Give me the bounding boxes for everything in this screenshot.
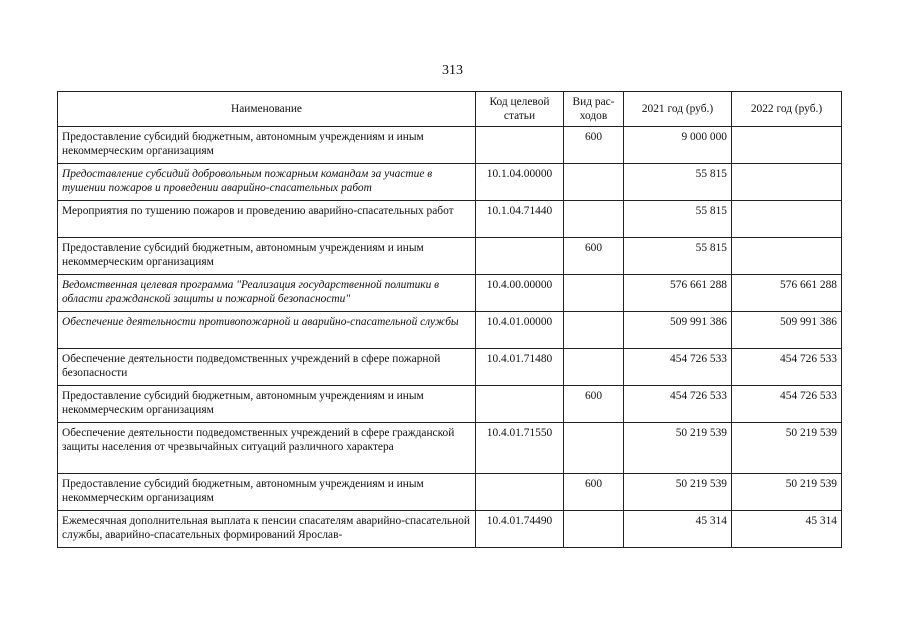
row-2021-cell: 45 314 (624, 511, 732, 548)
row-code-cell: 10.4.01.71480 (476, 349, 564, 386)
row-2022-cell (732, 201, 842, 238)
table-row (58, 275, 842, 312)
row-code-cell: 10.4.01.00000 (476, 312, 564, 349)
row-vid-cell (564, 312, 624, 349)
row-2022-cell (732, 127, 842, 164)
table-row (58, 349, 842, 386)
row-2022-cell (732, 238, 842, 275)
row-code-cell (476, 386, 564, 423)
row-vid-cell: 600 (564, 474, 624, 511)
row-name-cell: Предоставление субсидий бюджетным, автономным учреждениям и иным некоммерческим организациям (58, 127, 476, 164)
row-2021-cell: 454 726 533 (624, 349, 732, 386)
row-name-cell: Предоставление субсидий добровольным пожарным командам за участие в тушении пожаров и проведении аварийно-спасательных работ (58, 164, 476, 201)
row-2021-cell: 55 815 (624, 238, 732, 275)
row-2022-cell: 45 314 (732, 511, 842, 548)
table-row (58, 127, 842, 164)
table-row (58, 423, 842, 474)
header-2021: 2021 год (руб.) (624, 92, 732, 127)
row-vid-cell (564, 201, 624, 238)
table-row (58, 312, 842, 349)
row-2021-cell: 55 815 (624, 201, 732, 238)
row-2022-cell: 50 219 539 (732, 474, 842, 511)
row-2021-cell: 50 219 539 (624, 474, 732, 511)
row-code-cell: 10.4.00.00000 (476, 275, 564, 312)
header-2022: 2022 год (руб.) (732, 92, 842, 127)
row-name-cell: Предоставление субсидий бюджетным, автономным учреждениям и иным некоммерческим организациям (58, 474, 476, 511)
row-2021-cell: 509 991 386 (624, 312, 732, 349)
row-vid-cell (564, 275, 624, 312)
row-2022-cell: 576 661 288 (732, 275, 842, 312)
table-row (58, 238, 842, 275)
table-row (58, 474, 842, 511)
row-vid-cell (564, 423, 624, 474)
row-2021-cell: 454 726 533 (624, 386, 732, 423)
page-number: 313 (442, 63, 463, 78)
table-row (58, 511, 842, 548)
row-code-cell (476, 238, 564, 275)
row-code-cell (476, 127, 564, 164)
row-name-cell: Предоставление субсидий бюджетным, автономным учреждениям и иным некоммерческим организациям (58, 238, 476, 275)
row-2022-cell (732, 164, 842, 201)
row-code-cell: 10.1.04.00000 (476, 164, 564, 201)
row-code-cell: 10.1.04.71440 (476, 201, 564, 238)
row-code-cell (476, 474, 564, 511)
row-code-cell: 10.4.01.74490 (476, 511, 564, 548)
row-2022-cell: 50 219 539 (732, 423, 842, 474)
budget-table (57, 91, 842, 548)
row-2021-cell: 576 661 288 (624, 275, 732, 312)
row-vid-cell: 600 (564, 238, 624, 275)
row-vid-cell (564, 164, 624, 201)
row-2021-cell: 50 219 539 (624, 423, 732, 474)
row-vid-cell: 600 (564, 127, 624, 164)
table-row (58, 164, 842, 201)
row-2022-cell: 509 991 386 (732, 312, 842, 349)
row-2022-cell: 454 726 533 (732, 349, 842, 386)
row-name-cell: Обеспечение деятельности подведомственных учреждений в сфере гражданской защиты населения от чрезвычайных ситуаций различного характера (58, 423, 476, 474)
row-name-cell: Предоставление субсидий бюджетным, автономным учреждениям и иным некоммерческим организациям (58, 386, 476, 423)
row-2022-cell: 454 726 533 (732, 386, 842, 423)
row-name-cell: Обеспечение деятельности противопожарной и аварийно-спасательной службы (58, 312, 476, 349)
table-body (58, 127, 842, 548)
row-vid-cell (564, 511, 624, 548)
table-row (58, 201, 842, 238)
table-header-row (58, 92, 842, 127)
table-row (58, 386, 842, 423)
row-name-cell: Ведомственная целевая программа "Реализация государственной политики в области гражданской защиты и пожарной безопасности" (58, 275, 476, 312)
header-name: Наименование (58, 92, 476, 127)
row-2021-cell: 9 000 000 (624, 127, 732, 164)
header-code: Код целевой статьи (476, 92, 564, 127)
row-code-cell: 10.4.01.71550 (476, 423, 564, 474)
row-name-cell: Ежемесячная дополнительная выплата к пенсии спасателям аварийно-спасательной службы, аварийно-спасательных формирований Ярослав- (58, 511, 476, 548)
header-vid: Вид рас-ходов (564, 92, 624, 127)
row-2021-cell: 55 815 (624, 164, 732, 201)
row-name-cell: Мероприятия по тушению пожаров и проведению аварийно-спасательных работ (58, 201, 476, 238)
row-vid-cell: 600 (564, 386, 624, 423)
row-name-cell: Обеспечение деятельности подведомственных учреждений в сфере пожарной безопасности (58, 349, 476, 386)
row-vid-cell (564, 349, 624, 386)
